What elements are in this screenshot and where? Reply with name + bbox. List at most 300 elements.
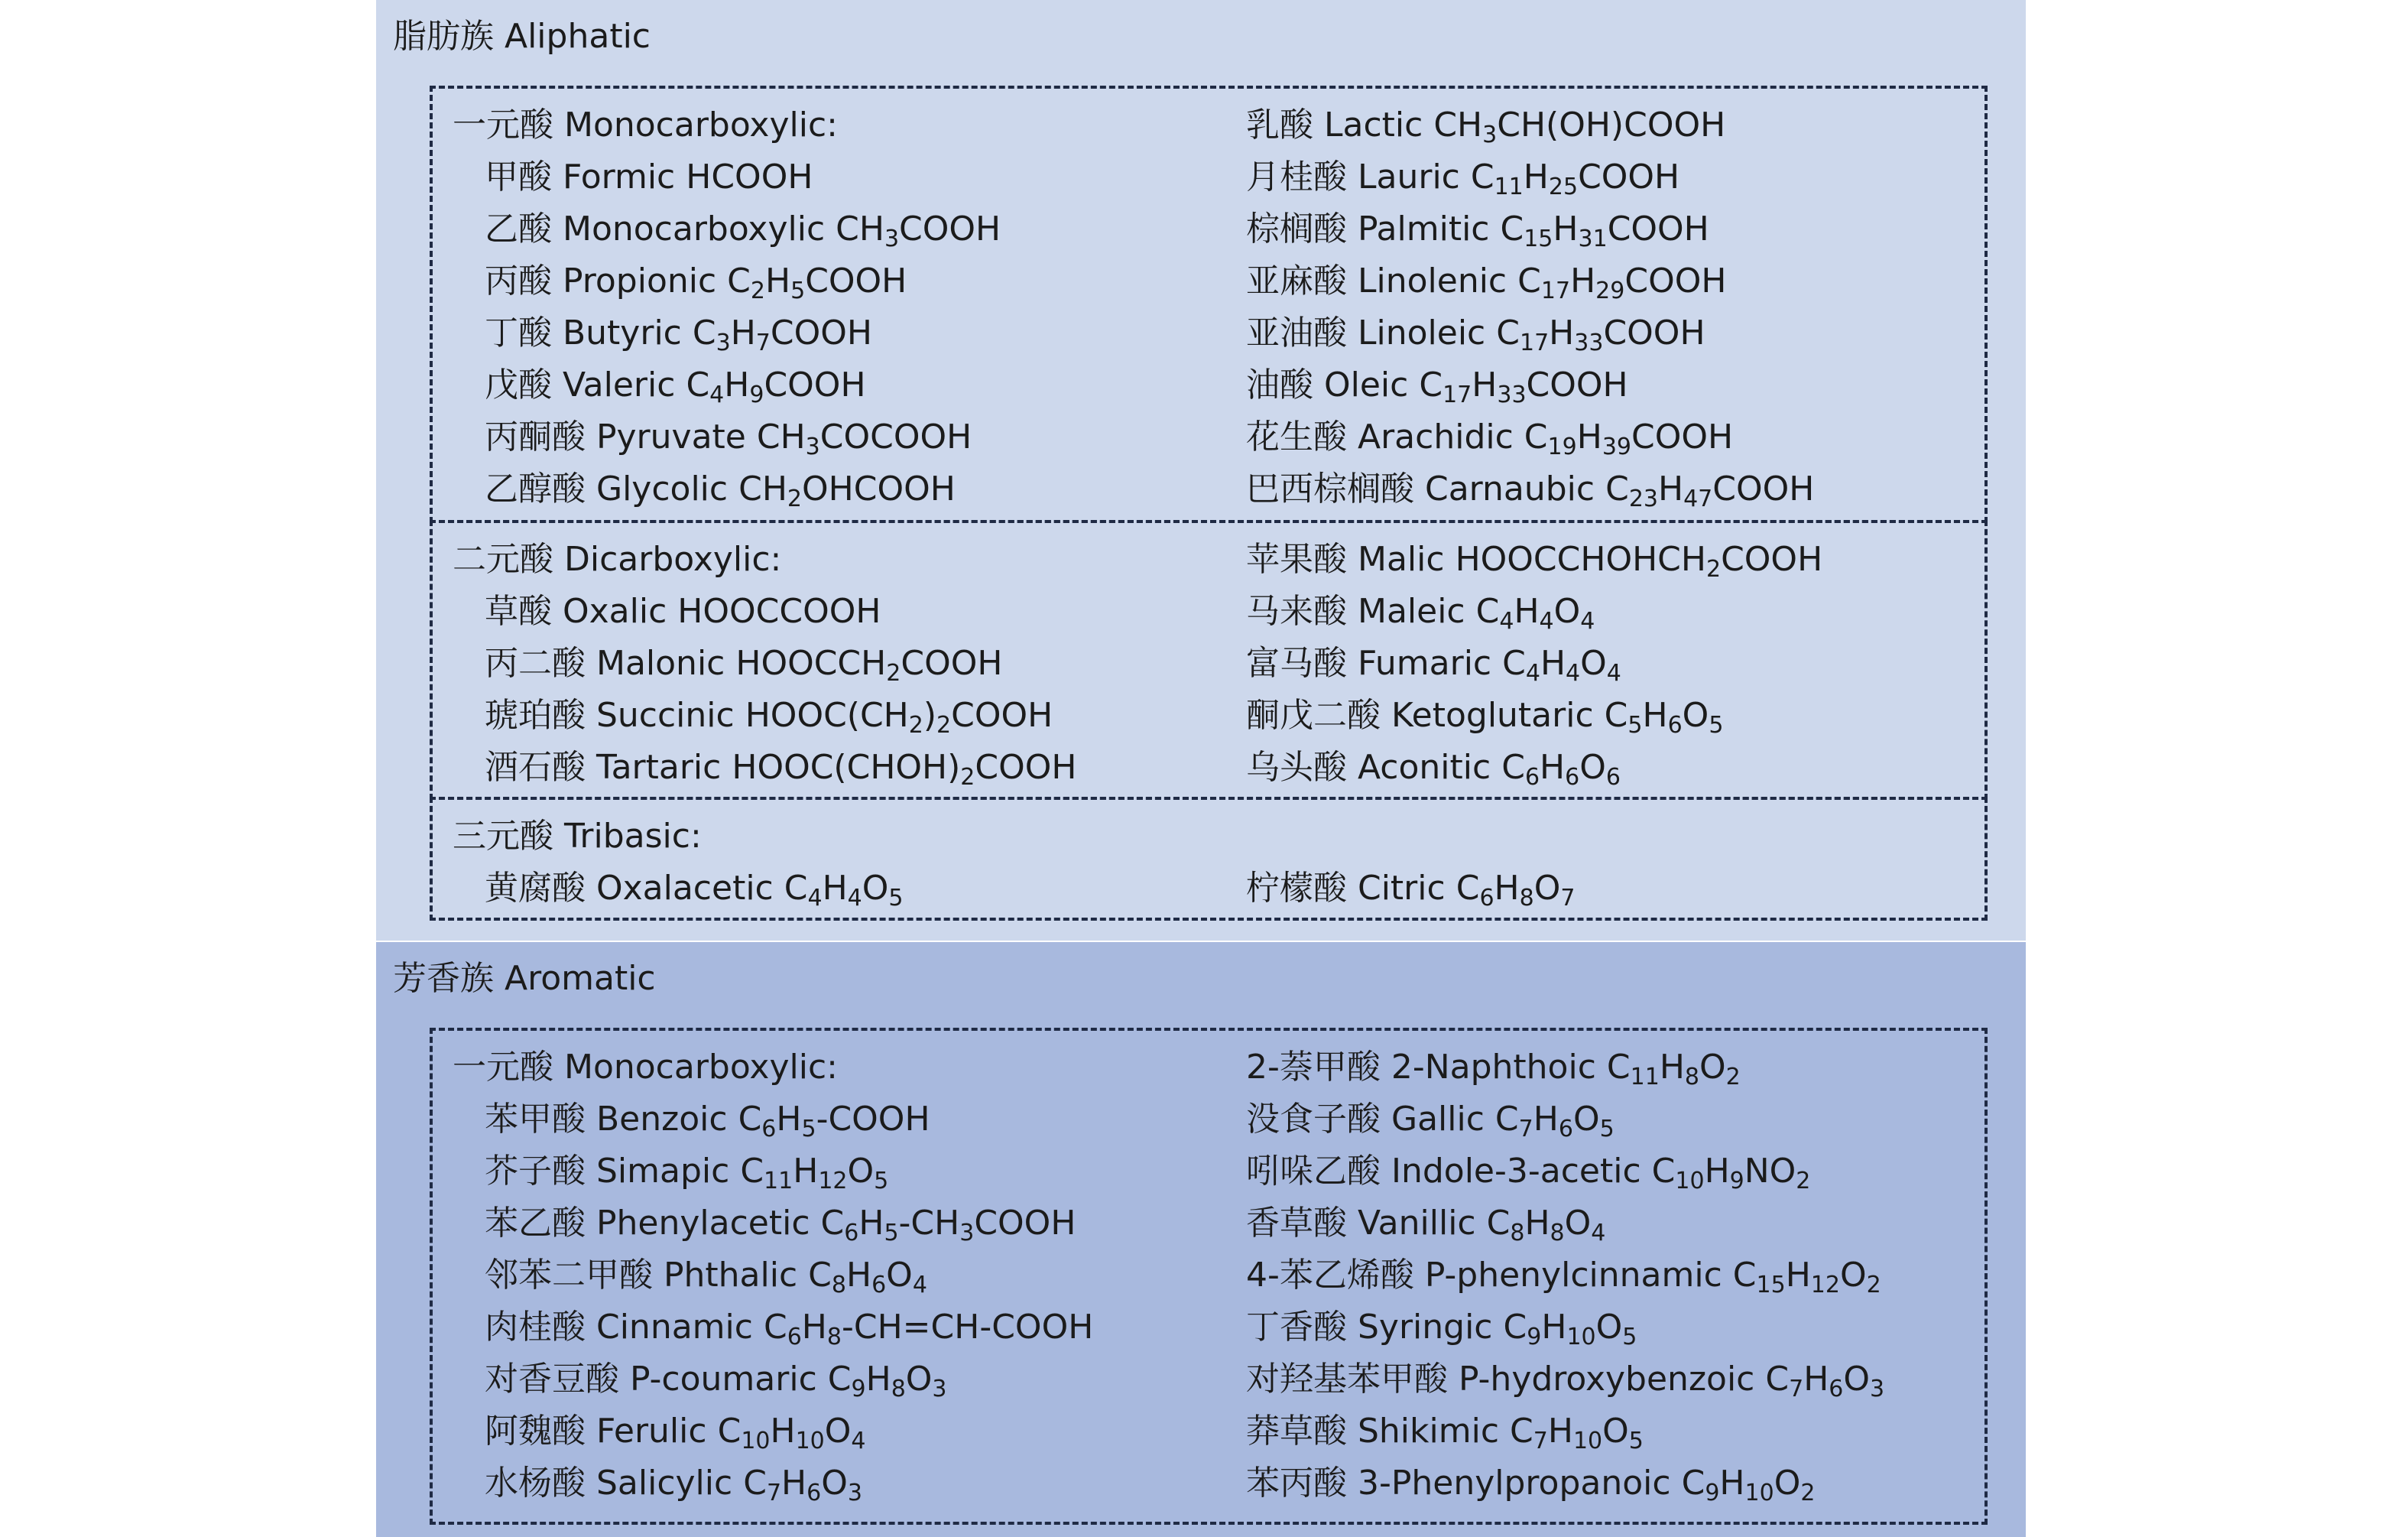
formula-part: O [1579, 748, 1606, 787]
formula-subscript: 7 [755, 330, 771, 356]
formula-subscript: 5 [888, 885, 904, 911]
formula-part: H [1642, 696, 1668, 735]
formula-part: H [1547, 1412, 1573, 1451]
aromatic-panel [376, 942, 2026, 1537]
formula-part: C [1496, 314, 1520, 353]
formula-part: H [1533, 1100, 1559, 1139]
acid-name: 黄腐酸 Oxalacetic [485, 869, 774, 908]
chemical-formula [1510, 1412, 1644, 1454]
chemical-formula [808, 1256, 927, 1298]
group-left-column [453, 811, 904, 915]
formula-part: O [862, 869, 889, 908]
acid-entry [453, 359, 1001, 411]
acid-name: 苯乙酸 Phenylacetic [485, 1204, 810, 1243]
formula-subscript: 23 [1628, 486, 1658, 512]
acid-name: 油酸 Oleic [1246, 366, 1409, 405]
formula-part: CH [1433, 106, 1483, 145]
formula-subscript: 6 [1667, 712, 1683, 739]
formula-subscript: 2 [1705, 556, 1722, 583]
formula-part: COOH [805, 262, 907, 301]
formula-subscript: 7 [1560, 885, 1576, 911]
formula-subscript: 5 [1622, 1324, 1637, 1350]
acid-name: 酮戊二酸 Ketoglutaric [1246, 696, 1594, 735]
formula-subscript: 4 [709, 382, 725, 408]
formula-subscript: 3 [1482, 122, 1498, 148]
acid-name: 2-萘甲酸 2-Naphthoic [1246, 1048, 1596, 1087]
formula-part: CH [836, 210, 884, 249]
formula-subscript: 2 [936, 712, 952, 739]
formula-part: C [1456, 869, 1480, 908]
acid-entry [453, 1145, 1093, 1197]
formula-subscript: 8 [826, 1324, 842, 1350]
acid-entry [453, 742, 1076, 794]
formula-part: -COOH [816, 1100, 930, 1139]
acid-name: 花生酸 Arachidic [1246, 418, 1514, 457]
formula-part: H [1524, 1204, 1550, 1243]
acid-entry [453, 1457, 1093, 1509]
formula-part: H [845, 1256, 872, 1295]
chemical-formula [1605, 470, 1815, 512]
formula-part: C [1606, 1048, 1631, 1087]
formula-part: COOH [1721, 540, 1823, 579]
formula-part: CH [756, 418, 806, 457]
formula-subscript: 7 [1789, 1376, 1804, 1402]
chemical-formula [1419, 366, 1628, 408]
formula-subscript: 4 [851, 1428, 866, 1454]
acid-name: 亚油酸 Linoleic [1246, 314, 1486, 353]
acid-entry [1246, 307, 1814, 359]
formula-part: O [1580, 644, 1607, 683]
group-right-column [1246, 534, 1822, 794]
acid-entry [1246, 586, 1822, 638]
acid-name: 丁香酸 Syringic [1246, 1308, 1493, 1347]
formula-subscript: 3 [847, 1480, 862, 1506]
formula-part: OHCOOH [802, 470, 956, 509]
formula-part: C [1501, 748, 1525, 787]
acid-entry [453, 1301, 1093, 1353]
formula-part: NO [1744, 1152, 1796, 1191]
formula-subscript: 2 [1725, 1064, 1741, 1090]
formula-part: C [1502, 644, 1526, 683]
formula-part: C [820, 1204, 845, 1243]
formula-subscript: 33 [1497, 382, 1527, 408]
formula-part: C [1765, 1360, 1790, 1399]
acid-entry [1246, 255, 1814, 307]
formula-subscript: 31 [1578, 226, 1608, 252]
formula-part: C [1475, 592, 1500, 631]
formula-subscript: 6 [806, 1480, 822, 1506]
acid-entry [453, 1197, 1093, 1249]
formula-subscript: 4 [1566, 660, 1581, 687]
chemical-formula [1494, 1100, 1615, 1142]
formula-part: C [1651, 1152, 1676, 1191]
acid-name: 柠檬酸 Citric [1246, 869, 1446, 908]
acid-name: 巴西棕榈酸 Carnaubic [1246, 470, 1595, 509]
formula-subscript: 29 [1595, 278, 1625, 304]
formula-subscript: 11 [764, 1168, 793, 1194]
formula-part: O [886, 1256, 913, 1295]
chemical-formula [1496, 314, 1705, 356]
formula-part: COOH [975, 748, 1077, 787]
formula-subscript: 11 [1494, 174, 1524, 200]
formula-part: O [821, 1464, 848, 1503]
formula-part: O [1595, 1308, 1623, 1347]
formula-part: C [784, 869, 808, 908]
formula-subscript: 2 [908, 712, 923, 739]
formula-subscript: 6 [761, 1116, 777, 1142]
formula-part: H [724, 366, 750, 405]
acid-entry [453, 863, 904, 915]
formula-part: O [1839, 1256, 1867, 1295]
formula-part: H [1540, 748, 1566, 787]
formula-part: COOH [951, 696, 1053, 735]
acid-entry [453, 586, 1076, 638]
formula-subscript: 6 [844, 1220, 859, 1246]
acid-entry [1246, 1197, 1884, 1249]
chemical-formula [692, 314, 872, 356]
acid-entry [1246, 99, 1814, 151]
chemical-formula [738, 470, 956, 512]
group-left-column [453, 534, 1076, 794]
chemical-formula [763, 1308, 1094, 1350]
chemical-formula [743, 1464, 862, 1506]
formula-part: COOH [1712, 470, 1815, 509]
acid-name: 富马酸 Fumaric [1246, 644, 1492, 683]
acid-name: 水杨酸 Salicylic [485, 1464, 733, 1503]
formula-part: COOH [1624, 262, 1727, 301]
formula-subscript: 4 [1580, 608, 1595, 635]
acid-entry [1246, 690, 1822, 742]
formula-subscript: 8 [891, 1376, 906, 1402]
acid-entry [1246, 1405, 1884, 1457]
chemical-formula [1503, 1308, 1637, 1350]
aliphatic-monocarboxylic-group [430, 86, 1988, 523]
aliphatic-dicarboxylic-group [430, 520, 1988, 800]
formula-subscript: 25 [1548, 174, 1579, 200]
formula-subscript: 5 [1628, 1428, 1644, 1454]
chemical-formula [820, 1204, 1076, 1246]
category-heading: 二元酸 Dicarboxylic: [453, 540, 782, 579]
formula-subscript: 2 [750, 278, 765, 304]
formula-subscript: 2 [960, 764, 975, 791]
formula-subscript: 2 [1796, 1168, 1811, 1194]
acid-name: 乙酸 Monocarboxylic [485, 210, 826, 249]
acid-entry [1246, 463, 1814, 515]
blank-line [1246, 811, 1575, 863]
acid-entry [1246, 151, 1814, 203]
acid-name: 对羟基苯甲酸 P-hydroxybenzoic [1246, 1360, 1755, 1399]
formula-part: H [1549, 314, 1575, 353]
formula-subscript: 4 [1539, 608, 1554, 635]
formula-part: C [1503, 1308, 1527, 1347]
chemical-formula [686, 366, 866, 408]
formula-subscript: 39 [1602, 434, 1631, 460]
formula-part: O [1699, 1048, 1726, 1087]
chemical-formula [1475, 592, 1595, 635]
chemical-formula [717, 1412, 866, 1454]
acid-name: 月桂酸 Lauric [1246, 158, 1460, 197]
formula-part: C [692, 314, 716, 353]
acid-entry [1246, 203, 1814, 255]
chemical-formula [756, 418, 972, 460]
category-heading: 一元酸 Monocarboxylic: [453, 106, 838, 145]
chemical-formula [1501, 748, 1621, 791]
formula-part: HCOOH [686, 158, 813, 197]
formula-part: C [827, 1360, 852, 1399]
acid-name: 马来酸 Maleic [1246, 592, 1465, 631]
formula-subscript: 15 [1524, 226, 1553, 252]
chemical-formula [740, 1152, 889, 1194]
formula-subscript: 33 [1574, 330, 1604, 356]
formula-part: C [686, 366, 710, 405]
acid-name: 邻苯二甲酸 Phthalic [485, 1256, 798, 1295]
formula-part: O [905, 1360, 933, 1399]
formula-subscript: 5 [801, 1116, 816, 1142]
formula-subscript: 6 [1558, 1116, 1573, 1142]
acid-name: 乳酸 Lactic [1246, 106, 1423, 145]
formula-part: H [1704, 1152, 1730, 1191]
formula-part: COOH [1603, 314, 1705, 353]
formula-part: H [730, 314, 756, 353]
formula-subscript: 6 [1605, 764, 1621, 791]
formula-subscript: 2 [1866, 1272, 1881, 1298]
formula-subscript: 5 [1709, 712, 1724, 739]
group-right-column [1246, 811, 1575, 915]
formula-part: C [743, 1464, 767, 1503]
acid-name: 对香豆酸 P-coumaric [485, 1360, 817, 1399]
formula-subscript: 3 [884, 226, 900, 252]
formula-subscript: 9 [851, 1376, 866, 1402]
acid-name: 苯丙酸 3-Phenylpropanoic [1246, 1464, 1671, 1503]
acid-name: 肉桂酸 Cinnamic [485, 1308, 753, 1347]
formula-part: ) [923, 696, 937, 735]
formula-subscript: 8 [1510, 1220, 1525, 1246]
formula-part: C [1500, 210, 1524, 249]
chemical-formula [745, 696, 1053, 739]
formula-part: O [1682, 696, 1709, 735]
category-heading: 一元酸 Monocarboxylic: [453, 1048, 838, 1087]
formula-subscript: 2 [886, 660, 901, 687]
formula-subscript: 4 [807, 885, 823, 911]
chemical-formula [686, 158, 813, 197]
formula-part: H [765, 262, 791, 301]
aromatic-title: 芳香族 Aromatic [393, 959, 656, 998]
formula-subscript: 2 [787, 486, 803, 512]
formula-part: C [727, 262, 751, 301]
formula-part: H [858, 1204, 884, 1243]
acid-name: 苯甲酸 Benzoic [485, 1100, 728, 1139]
chemical-formula [1433, 106, 1726, 148]
group-left-column [453, 1041, 1093, 1509]
formula-part: HOOC(CHOH) [732, 748, 961, 787]
formula-part: H [1659, 1048, 1685, 1087]
formula-subscript: 10 [1744, 1480, 1774, 1506]
formula-part: HOOCCHOHCH [1455, 540, 1706, 579]
formula-subscript: 7 [766, 1480, 782, 1506]
formula-subscript: 4 [1591, 1220, 1606, 1246]
chemical-formula [735, 644, 1003, 687]
acid-entry [453, 638, 1076, 690]
formula-part: C [1604, 696, 1628, 735]
formula-subscript: 11 [1630, 1064, 1660, 1090]
formula-part: C [1510, 1412, 1533, 1451]
acid-name: 4-苯乙烯酸 P-phenylcinnamic [1246, 1256, 1722, 1295]
acid-name: 香草酸 Vanillic [1246, 1204, 1476, 1243]
formula-subscript: 7 [1518, 1116, 1533, 1142]
acid-name: 苹果酸 Malic [1246, 540, 1445, 579]
acid-name: 酒石酸 Tartaric [485, 748, 722, 787]
acid-entry [453, 1353, 1093, 1405]
formula-part: H [1658, 470, 1684, 509]
chemical-formula [1486, 1204, 1606, 1246]
formula-part: H [1576, 418, 1602, 457]
acid-name: 甲酸 Formic [485, 158, 676, 197]
aromatic-monocarboxylic-group [430, 1028, 1988, 1525]
chemical-formula [1606, 1048, 1741, 1090]
acid-entry [453, 151, 1001, 203]
acid-entry [453, 463, 1001, 515]
formula-part: H [1523, 158, 1549, 197]
formula-part: H [793, 1152, 819, 1191]
chemical-formula [1470, 158, 1680, 200]
formula-subscript: 9 [1527, 1324, 1542, 1350]
formula-part: H [1553, 210, 1579, 249]
formula-subscript: 5 [790, 278, 806, 304]
acid-name: 丙酮酸 Pyruvate [485, 418, 746, 457]
formula-subscript: 5 [874, 1168, 889, 1194]
chemical-formula [1604, 696, 1724, 739]
formula-part: -CH=CH-COOH [841, 1308, 1094, 1347]
acid-name: 阿魏酸 Ferulic [485, 1412, 707, 1451]
acid-name: 丙酸 Propionic [485, 262, 717, 301]
formula-part: O [1564, 1204, 1592, 1243]
formula-part: CH(OH)COOH [1497, 106, 1726, 145]
chemical-formula [1732, 1256, 1881, 1298]
chemical-formula [677, 592, 881, 631]
formula-subscript: 6 [1829, 1376, 1844, 1402]
formula-part: C [1732, 1256, 1757, 1295]
formula-part: H [801, 1308, 827, 1347]
chemical-formula [1455, 540, 1823, 583]
formula-subscript: 12 [818, 1168, 848, 1194]
formula-part: C [1524, 418, 1548, 457]
aliphatic-tribasic-group [430, 797, 1988, 921]
formula-subscript: 5 [884, 1220, 899, 1246]
acid-entry [1246, 1353, 1884, 1405]
formula-subscript: 10 [1572, 1428, 1603, 1454]
acid-name: 琥珀酸 Succinic [485, 696, 735, 735]
acid-name: 丁酸 Butyric [485, 314, 682, 353]
chemical-formula [1456, 869, 1576, 911]
acid-name: 乙醇酸 Glycolic [485, 470, 729, 509]
formula-subscript: 7 [1533, 1428, 1548, 1454]
formula-subscript: 5 [1628, 712, 1643, 739]
acid-entry [1246, 1301, 1884, 1353]
formula-part: C [763, 1308, 787, 1347]
formula-subscript: 19 [1547, 434, 1577, 460]
formula-part: O [824, 1412, 852, 1451]
acid-entry [1246, 742, 1822, 794]
formula-part: COOH [764, 366, 866, 405]
formula-subscript: 17 [1519, 330, 1550, 356]
acid-entry [453, 690, 1076, 742]
acid-entry [453, 1093, 1093, 1145]
formula-subscript: 8 [1684, 1064, 1700, 1090]
formula-subscript: 6 [1524, 764, 1540, 791]
formula-part: COOH [1526, 366, 1628, 405]
acid-entry [453, 203, 1001, 255]
formula-part: H [770, 1412, 796, 1451]
acid-entry [1246, 411, 1814, 463]
chemical-formula [1500, 210, 1709, 252]
acid-name: 亚麻酸 Linolenic [1246, 262, 1507, 301]
formula-part: COOH [770, 314, 872, 353]
acid-entry [1246, 863, 1575, 915]
chemical-formula [1651, 1152, 1811, 1194]
chemical-formula [738, 1100, 930, 1142]
acid-entry [453, 307, 1001, 359]
acid-entry [453, 255, 1001, 307]
group-left-column [453, 99, 1001, 515]
acid-entry [1246, 638, 1822, 690]
acid-entry [1246, 534, 1822, 586]
formula-part: COOH [974, 1204, 1076, 1243]
formula-part: O [1533, 869, 1561, 908]
acid-name: 戊酸 Valeric [485, 366, 676, 405]
chemical-formula [732, 748, 1077, 791]
acid-entry [1246, 1041, 1884, 1093]
chemical-formula [1765, 1360, 1885, 1402]
category-heading: 三元酸 Tribasic: [453, 817, 702, 856]
formula-part: C [1681, 1464, 1705, 1503]
formula-part: H [1803, 1360, 1829, 1399]
chemical-formula [1502, 644, 1621, 687]
formula-subscript: 6 [787, 1324, 802, 1350]
formula-part: H [1570, 262, 1596, 301]
formula-subscript: 10 [741, 1428, 771, 1454]
formula-part: C [1419, 366, 1443, 405]
acid-name: 乌头酸 Aconitic [1246, 748, 1491, 787]
aliphatic-panel [376, 0, 2026, 941]
formula-subscript: 4 [1606, 660, 1621, 687]
chemical-formula [1517, 262, 1727, 304]
formula-part: CH [738, 470, 787, 509]
formula-part: COOH [1607, 210, 1709, 249]
formula-part: H [865, 1360, 891, 1399]
formula-part: C [1470, 158, 1494, 197]
formula-part: H [1514, 592, 1540, 631]
formula-subscript: 6 [871, 1272, 887, 1298]
formula-part: C [740, 1152, 764, 1191]
acid-name: 芥子酸 Simapic [485, 1152, 730, 1191]
formula-part: C [1517, 262, 1541, 301]
acid-entry [1246, 1093, 1884, 1145]
formula-part: HOOCCOOH [677, 592, 881, 631]
formula-part: O [1602, 1412, 1629, 1451]
formula-part: H [1719, 1464, 1745, 1503]
formula-subscript: 4 [847, 885, 862, 911]
formula-subscript: 12 [1810, 1272, 1840, 1298]
formula-subscript: 4 [1499, 608, 1514, 635]
chemical-formula [827, 1360, 947, 1402]
formula-part: COCOOH [819, 418, 972, 457]
acid-entry [453, 1405, 1093, 1457]
formula-part: HOOCCH [735, 644, 887, 683]
formula-part: C [808, 1256, 832, 1295]
chemical-formula [1524, 418, 1734, 460]
formula-subscript: 8 [1550, 1220, 1565, 1246]
formula-subscript: 4 [912, 1272, 927, 1298]
